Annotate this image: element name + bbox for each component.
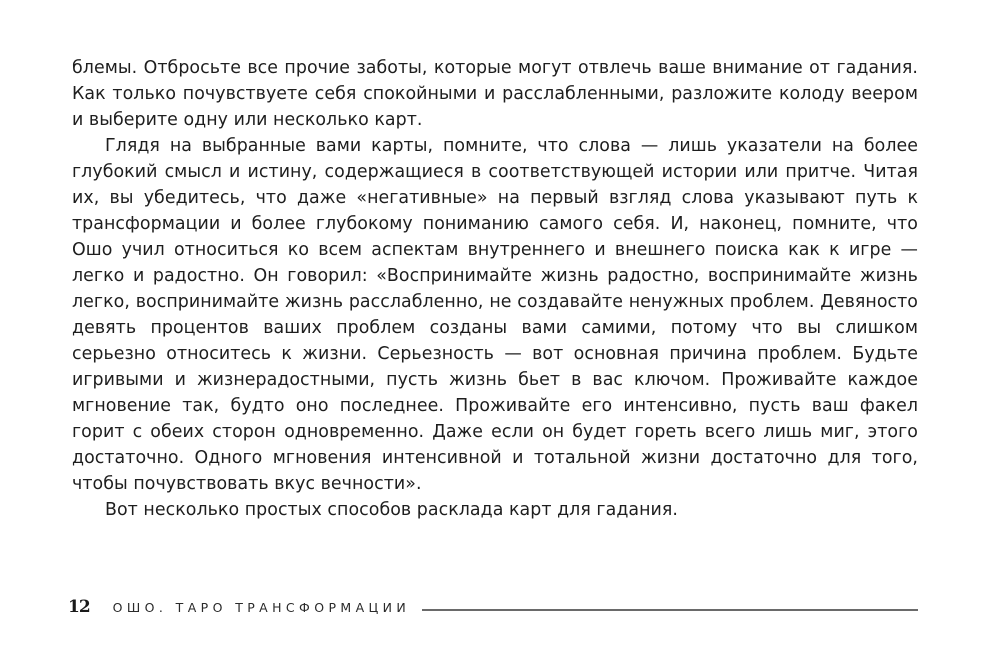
footer-rule (422, 609, 918, 611)
paragraph-osho-quote: Глядя на выбранные вами карты, помните, что слова — лишь указатели на более глубокий смысл и истину, содержащиеся в соответствующей истории или притче. Читая их, вы убедитесь, что даже «негативные» на первый взгляд слова указывают путь к трансформации и более глубокому пониманию самого себя. И, наконец, помните, что Ошо учил относиться ко всем аспектам внутреннего и внешнего поиска как к игре — легко и радостно. Он говорил: «Воспринимайте жизнь радостно, воспринимайте жизнь легко, воспринимайте жизнь расслабленно, не создавайте ненужных проблем. Девяносто девять процентов ваших проблем созданы вами самими, потому что вы слишком серьезно относитесь к жизни. Серьезность — вот основная причина проблем. Будьте игривыми и жизнерадостными, пусть жизнь бьет в вас ключом. Проживайте каждое мгновение так, будто оно последнее. Проживайте его интенсивно, пусть ваш факел горит с обеих сторон одновременно. Даже если он будет гореть всего лишь миг, этого достаточно. Одного мгновения интенсивной и тотальной жизни достаточно для того, чтобы почувствовать вкус вечности». (72, 136, 918, 494)
paragraph-continuation: блемы. Отбросьте все прочие заботы, которые могут отвлечь ваше внимание от гадания. Как только почувствуете себя спокойными и расслабленными, разложите колоду веером и выберите одну или несколько карт. (72, 58, 918, 130)
running-title: ОШО. ТАРО ТРАНСФОРМАЦИИ (112, 599, 411, 615)
page-number: 12 (68, 597, 90, 617)
paragraph-spreads-intro: Вот несколько простых способов расклада карт для гадания. (105, 500, 678, 520)
body-text (72, 55, 918, 523)
page-footer (68, 596, 918, 618)
